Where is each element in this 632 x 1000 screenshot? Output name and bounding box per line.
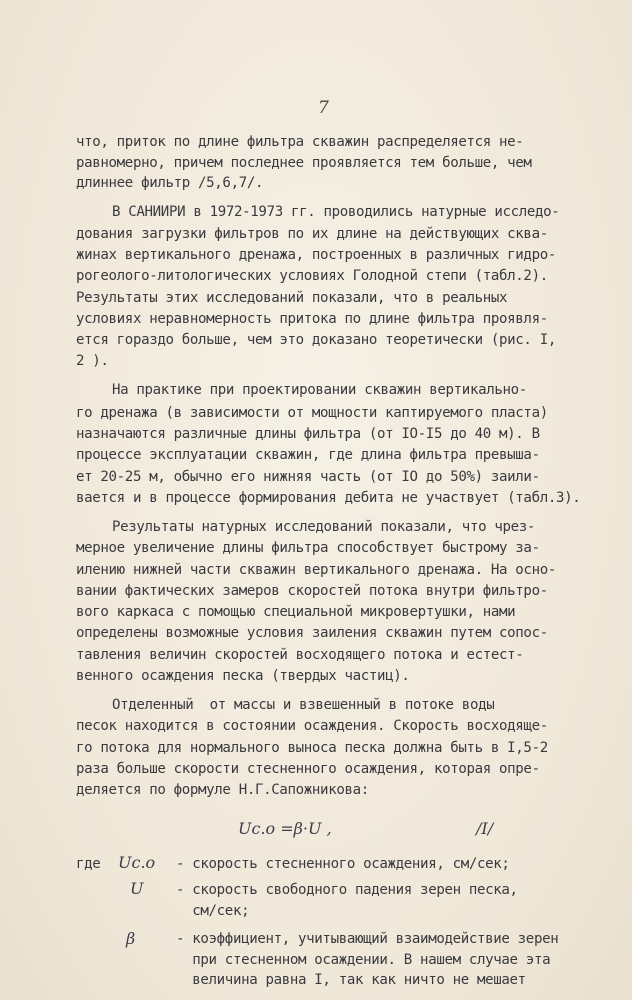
text-line: вании фактических замеров скоростей потока внутри фильтро- [76, 582, 548, 599]
text-line: вого каркаса с помощью специальной микровертушки, нами [76, 604, 516, 621]
text-line: дования загрузки фильтров по их длине на действующих сква- [76, 225, 548, 242]
text-line: венного осаждения песка (твердых частиц). [76, 668, 410, 684]
text-line: мерное увеличение длины фильтра способствует быстрому за- [76, 540, 540, 557]
text-line: ется гораздо больше, чем это доказано теоретически (рис. I, [76, 332, 556, 349]
text-line: деляется по формуле Н.Г.Сапожникова: [76, 782, 369, 799]
symbol-uso: Uс.о [118, 852, 156, 872]
text-line: го дренажа (в зависимости от мощности каптируемого пласта) [76, 404, 548, 421]
text-line: вается и в процессе формирования дебита не участвует (табл.3). [76, 489, 581, 506]
text-line: что, приток по длине фильтра скважин распределяется не- [76, 133, 524, 150]
where-label: где [76, 855, 101, 872]
formula-number: /I/ [476, 819, 494, 838]
text-line: назначаются различные длины фильтра (от IO-I5 до 40 м). В [76, 426, 540, 442]
text-line: процессе эксплуатации скважин, где длина фильтра превыша- [76, 447, 540, 464]
text-line: определены возможные условия заиления скважин путем сопос- [76, 625, 548, 642]
text-line: 2 ). [76, 353, 109, 370]
formula-expression: Uс.о =β·U , [238, 819, 332, 838]
text-line: Результаты этих исследований показали, что в реальных [76, 289, 508, 306]
text-line: условиях неравномерность притока по длине фильтра проявля- [76, 310, 548, 327]
text-line: рогеолого-литологических условиях Голодной степи (табл.2). [76, 268, 548, 285]
text-line: тавления величин скоростей восходящего потока и естест- [76, 646, 524, 663]
text-line: песок находится в состоянии осаждения. Скорость восходяще- [76, 718, 548, 735]
text-line: илению нижней части скважин вертикального дренажа. На осно- [76, 561, 556, 578]
symbol-u: U [130, 879, 144, 899]
text-line: Результаты натурных исследований показали, что чрез- [112, 518, 536, 535]
definition-line: - скорость свободного падения зерен песка, [176, 882, 518, 898]
symbol-beta: β [126, 929, 136, 949]
definition-line: при стесненном осаждении. В нашем случае эта [176, 951, 551, 968]
definition-line: величина равна I, так как ничто не мешает [176, 972, 526, 988]
text-line: длиннее фильтр /5,6,7/. [76, 175, 264, 192]
text-line: равномерно, причем последнее проявляется тем больше, чем [76, 154, 532, 171]
text-line: Отделенный от массы и взвешенный в потоке воды [112, 697, 495, 714]
text-line: ет 20-25 м, обычно его нижняя часть (от IO до 50%) заили- [76, 468, 540, 485]
definition-line: - скорость стесненного осаждения, см/сек; [176, 855, 510, 872]
page-number: 7 [318, 98, 329, 118]
definition-line: см/сек; [176, 903, 250, 920]
text-line: го потока для нормального выноса песка должна быть в I,5-2 [76, 739, 548, 756]
text-line: раза больше скорости стесненного осаждения, которая опре- [76, 761, 540, 777]
text-line: На практике при проектировании скважин вертикально- [112, 382, 527, 399]
text-line: жинах вертикального дренажа, построенных в различных гидро- [76, 246, 556, 263]
text-line: В САНИИРИ в 1972-1973 гг. проводились натурные исследо- [112, 204, 560, 221]
definition-line: - коэффициент, учитывающий взаимодействие зерен [176, 931, 559, 948]
